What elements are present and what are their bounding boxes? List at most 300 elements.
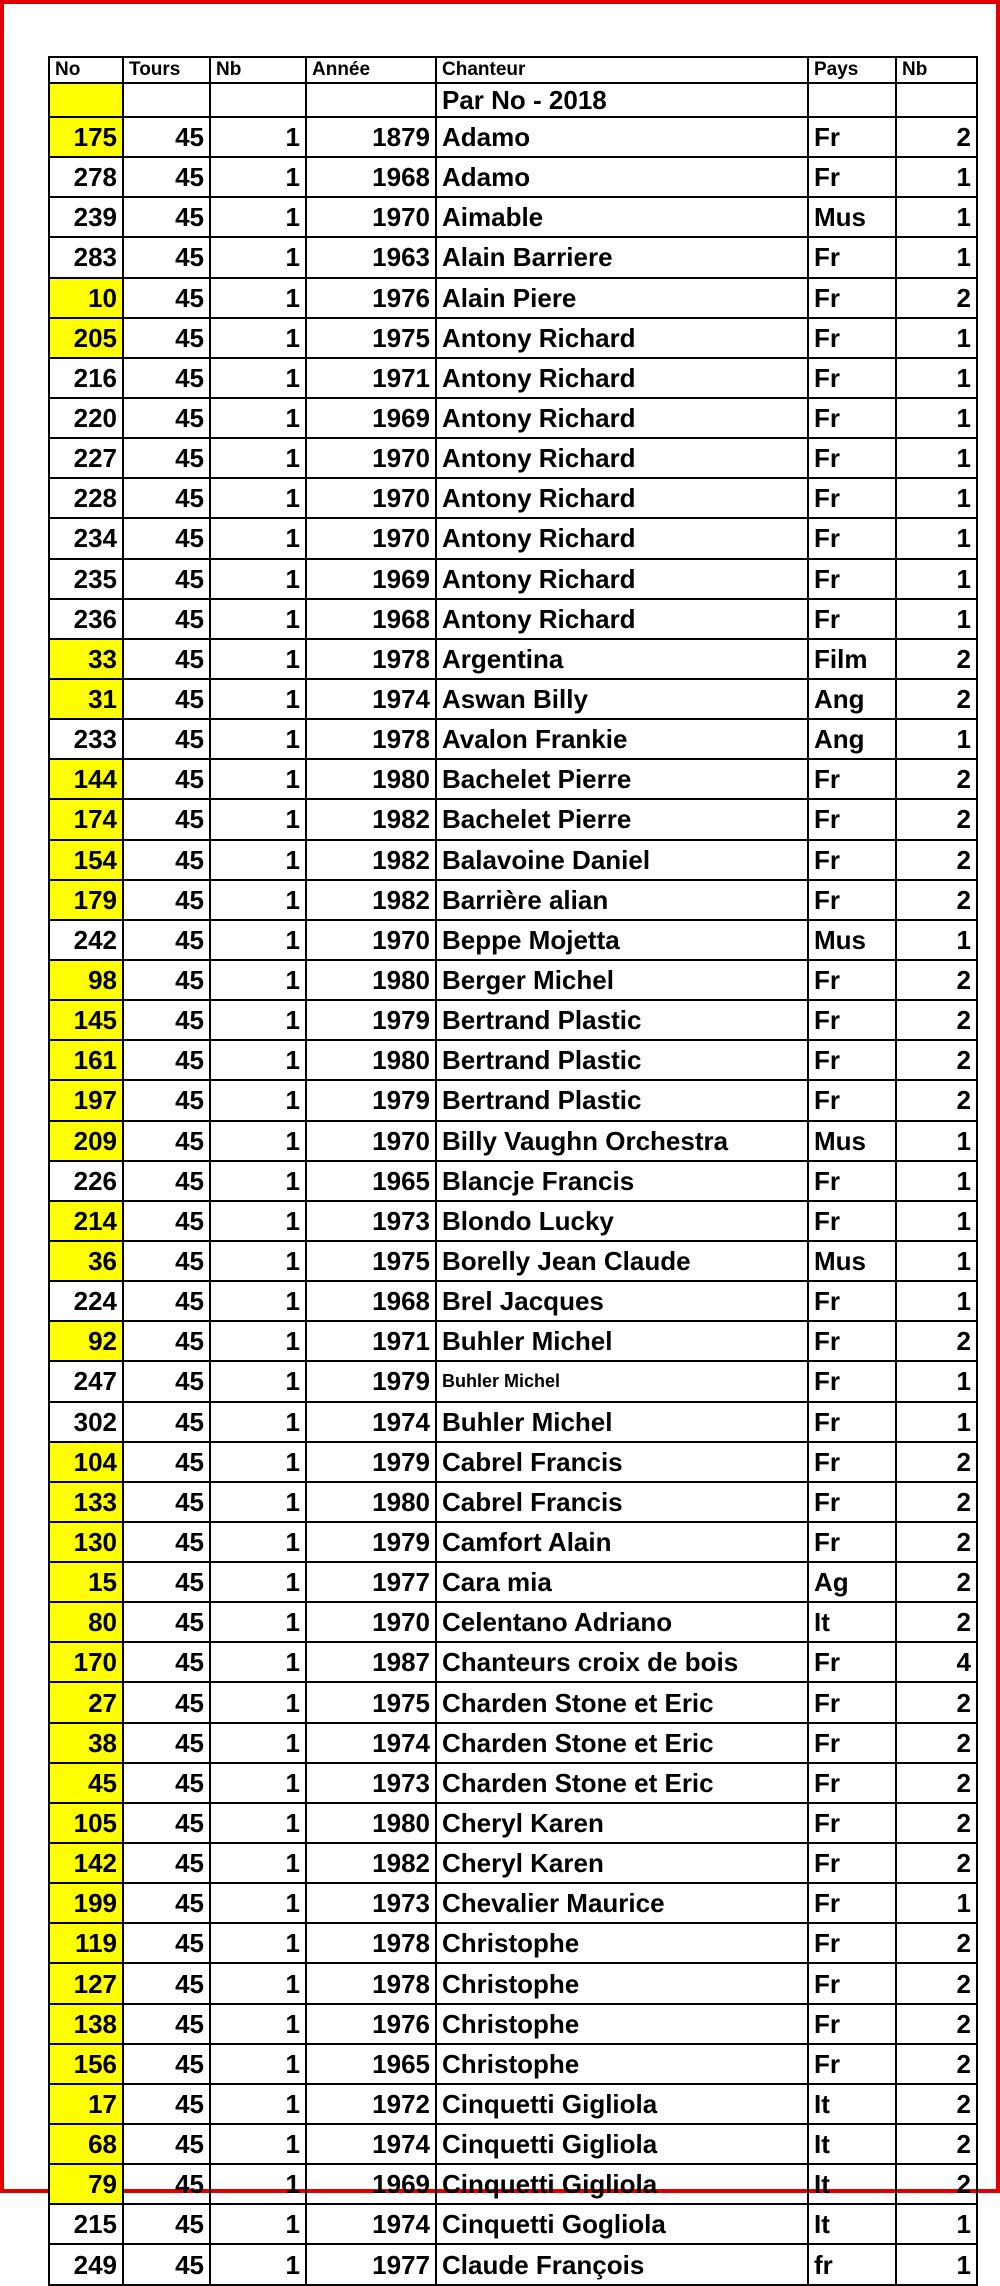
cell-no: 145 (49, 1000, 123, 1040)
cell-nb2: 2 (896, 759, 977, 799)
cell-nb: 1 (210, 1562, 306, 1602)
cell-nb: 1 (210, 1843, 306, 1883)
cell-annee: 1976 (306, 2004, 436, 2044)
cell-nb2: 1 (896, 1121, 977, 1161)
cell-annee: 1977 (306, 2244, 436, 2284)
cell-nb2: 2 (896, 1682, 977, 1722)
cell-no: 209 (49, 1121, 123, 1161)
cell-tours: 45 (123, 1442, 210, 1482)
cell-nb2: 2 (896, 1321, 977, 1361)
cell-nb: 1 (210, 197, 306, 237)
cell-nb2: 2 (896, 2124, 977, 2164)
cell-tours: 45 (123, 2244, 210, 2284)
cell-tours: 45 (123, 2004, 210, 2044)
cell-chanteur: Alain Piere (436, 278, 808, 318)
cell-no: 144 (49, 759, 123, 799)
cell-nb2: 2 (896, 2164, 977, 2204)
cell-nb: 1 (210, 1482, 306, 1522)
cell-pays: Fr (808, 2004, 896, 2044)
cell-annee: 1968 (306, 1281, 436, 1321)
cell-chanteur: Cinquetti Gigliola (436, 2164, 808, 2204)
cell-tours: 45 (123, 278, 210, 318)
table-row (49, 1642, 977, 1682)
table-row (49, 1321, 977, 1361)
cell-pays: Fr (808, 1201, 896, 1241)
cell-tours: 45 (123, 639, 210, 679)
subheader-title: Par No - 2018 (436, 83, 808, 117)
cell-chanteur: Bachelet Pierre (436, 799, 808, 839)
cell-pays: Fr (808, 1080, 896, 1120)
table-row (49, 1763, 977, 1803)
cell-annee: 1980 (306, 1040, 436, 1080)
cell-nb2: 1 (896, 318, 977, 358)
cell-tours: 45 (123, 1402, 210, 1442)
cell-no: 119 (49, 1923, 123, 1963)
cell-pays: Fr (808, 1482, 896, 1522)
cell-no: 226 (49, 1161, 123, 1201)
cell-nb: 1 (210, 2244, 306, 2284)
cell-pays: Fr (808, 1883, 896, 1923)
cell-chanteur: Adamo (436, 117, 808, 157)
cell-tours: 45 (123, 960, 210, 1000)
cell-nb2: 1 (896, 559, 977, 599)
cell-chanteur: Cheryl Karen (436, 1803, 808, 1843)
cell-chanteur: Aswan Billy (436, 679, 808, 719)
cell-tours: 45 (123, 1602, 210, 1642)
cell-annee: 1978 (306, 719, 436, 759)
cell-no: 138 (49, 2004, 123, 2044)
subheader-empty-cell (808, 83, 896, 117)
cell-nb: 1 (210, 559, 306, 599)
table-row (49, 278, 977, 318)
cell-chanteur: Beppe Mojetta (436, 920, 808, 960)
cell-annee: 1974 (306, 1723, 436, 1763)
table-row (49, 639, 977, 679)
table-row (49, 719, 977, 759)
cell-chanteur: Charden Stone et Eric (436, 1723, 808, 1763)
cell-nb: 1 (210, 1723, 306, 1763)
cell-annee: 1974 (306, 679, 436, 719)
table-row (49, 559, 977, 599)
table-row (49, 1482, 977, 1522)
cell-tours: 45 (123, 1763, 210, 1803)
cell-pays: Ang (808, 679, 896, 719)
cell-pays: Fr (808, 880, 896, 920)
cell-chanteur: Cabrel Francis (436, 1442, 808, 1482)
table-row (49, 1442, 977, 1482)
cell-chanteur: Charden Stone et Eric (436, 1763, 808, 1803)
cell-nb: 1 (210, 1121, 306, 1161)
cell-nb2: 2 (896, 1602, 977, 1642)
cell-chanteur: Christophe (436, 1923, 808, 1963)
table-row (49, 1522, 977, 1562)
cell-nb2: 1 (896, 478, 977, 518)
cell-annee: 1963 (306, 237, 436, 277)
cell-nb2: 1 (896, 358, 977, 398)
cell-tours: 45 (123, 1201, 210, 1241)
header-nb2: Nb (896, 57, 977, 83)
cell-pays: Mus (808, 1241, 896, 1281)
cell-annee: 1973 (306, 1201, 436, 1241)
cell-nb: 1 (210, 2004, 306, 2044)
cell-chanteur: Cinquetti Gigliola (436, 2084, 808, 2124)
cell-chanteur: Antony Richard (436, 438, 808, 478)
cell-tours: 45 (123, 1803, 210, 1843)
cell-annee: 1979 (306, 1000, 436, 1040)
cell-nb2: 1 (896, 1281, 977, 1321)
cell-chanteur: Blancje Francis (436, 1161, 808, 1201)
cell-chanteur: Chevalier Maurice (436, 1883, 808, 1923)
cell-annee: 1978 (306, 1923, 436, 1963)
cell-chanteur: Billy Vaughn Orchestra (436, 1121, 808, 1161)
cell-nb2: 1 (896, 237, 977, 277)
cell-annee: 1970 (306, 920, 436, 960)
cell-tours: 45 (123, 1883, 210, 1923)
cell-nb: 1 (210, 1080, 306, 1120)
cell-tours: 45 (123, 117, 210, 157)
cell-chanteur: Antony Richard (436, 478, 808, 518)
table-row (49, 1923, 977, 1963)
cell-no: 220 (49, 398, 123, 438)
cell-nb: 1 (210, 1321, 306, 1361)
table-row (49, 438, 977, 478)
cell-nb2: 2 (896, 1442, 977, 1482)
cell-no: 31 (49, 679, 123, 719)
table-row (49, 1080, 977, 1120)
cell-nb2: 1 (896, 157, 977, 197)
cell-tours: 45 (123, 1562, 210, 1602)
cell-nb2: 1 (896, 1883, 977, 1923)
cell-no: 156 (49, 2044, 123, 2084)
cell-chanteur: Antony Richard (436, 358, 808, 398)
cell-no: 227 (49, 438, 123, 478)
table-row (49, 679, 977, 719)
cell-no: 205 (49, 318, 123, 358)
cell-pays: It (808, 2084, 896, 2124)
header-tours: Tours (123, 57, 210, 83)
cell-annee: 1969 (306, 398, 436, 438)
cell-tours: 45 (123, 1321, 210, 1361)
cell-no: 215 (49, 2204, 123, 2244)
cell-nb: 1 (210, 920, 306, 960)
cell-tours: 45 (123, 2084, 210, 2124)
header-row (49, 57, 977, 83)
cell-tours: 45 (123, 1121, 210, 1161)
cell-nb: 1 (210, 1682, 306, 1722)
cell-pays: Fr (808, 1040, 896, 1080)
table-row (49, 1803, 977, 1843)
cell-nb2: 2 (896, 840, 977, 880)
cell-tours: 45 (123, 2164, 210, 2204)
cell-annee: 1972 (306, 2084, 436, 2124)
cell-chanteur: Cinquetti Gigliola (436, 2124, 808, 2164)
cell-nb: 1 (210, 759, 306, 799)
cell-no: 170 (49, 1642, 123, 1682)
cell-pays: Fr (808, 1281, 896, 1321)
table-row (49, 840, 977, 880)
cell-tours: 45 (123, 1522, 210, 1562)
cell-nb2: 2 (896, 1040, 977, 1080)
table-row (49, 518, 977, 558)
cell-annee: 1970 (306, 197, 436, 237)
cell-annee: 1979 (306, 1080, 436, 1120)
cell-nb2: 1 (896, 518, 977, 558)
cell-no: 45 (49, 1763, 123, 1803)
table-row (49, 478, 977, 518)
table-row (49, 1723, 977, 1763)
cell-nb: 1 (210, 1522, 306, 1562)
cell-no: 249 (49, 2244, 123, 2284)
cell-pays: Fr (808, 1963, 896, 2003)
cell-pays: Fr (808, 518, 896, 558)
cell-tours: 45 (123, 920, 210, 960)
cell-tours: 45 (123, 157, 210, 197)
cell-nb2: 2 (896, 1000, 977, 1040)
cell-no: 236 (49, 599, 123, 639)
cell-nb2: 2 (896, 1923, 977, 1963)
table-row (49, 2164, 977, 2204)
cell-no: 233 (49, 719, 123, 759)
cell-tours: 45 (123, 1161, 210, 1201)
cell-nb: 1 (210, 2044, 306, 2084)
cell-annee: 1973 (306, 1763, 436, 1803)
cell-no: 161 (49, 1040, 123, 1080)
subheader-empty-cell (306, 83, 436, 117)
cell-chanteur: Barrière alian (436, 880, 808, 920)
cell-annee: 1987 (306, 1642, 436, 1682)
cell-nb2: 1 (896, 2204, 977, 2244)
cell-nb: 1 (210, 2204, 306, 2244)
header-chanteur: Chanteur (436, 57, 808, 83)
cell-pays: Fr (808, 1642, 896, 1682)
table-row (49, 398, 977, 438)
cell-chanteur: Cara mia (436, 1562, 808, 1602)
cell-annee: 1969 (306, 2164, 436, 2204)
cell-nb2: 2 (896, 1963, 977, 2003)
cell-nb: 1 (210, 278, 306, 318)
cell-tours: 45 (123, 197, 210, 237)
cell-no: 242 (49, 920, 123, 960)
cell-tours: 45 (123, 599, 210, 639)
cell-nb: 1 (210, 1281, 306, 1321)
header-pays: Pays (808, 57, 896, 83)
cell-annee: 1974 (306, 2124, 436, 2164)
cell-tours: 45 (123, 2124, 210, 2164)
cell-chanteur: Cinquetti Gogliola (436, 2204, 808, 2244)
cell-nb2: 2 (896, 639, 977, 679)
cell-chanteur: Charden Stone et Eric (436, 1682, 808, 1722)
cell-annee: 1976 (306, 278, 436, 318)
cell-nb: 1 (210, 719, 306, 759)
table-row (49, 2044, 977, 2084)
table-row (49, 2204, 977, 2244)
cell-pays: Fr (808, 1803, 896, 1843)
cell-pays: Film (808, 639, 896, 679)
cell-nb2: 1 (896, 438, 977, 478)
cell-chanteur: Borelly Jean Claude (436, 1241, 808, 1281)
cell-tours: 45 (123, 840, 210, 880)
cell-chanteur: Adamo (436, 157, 808, 197)
cell-no: 216 (49, 358, 123, 398)
cell-chanteur: Antony Richard (436, 318, 808, 358)
cell-nb: 1 (210, 1040, 306, 1080)
cell-pays: It (808, 1602, 896, 1642)
cell-pays: Fr (808, 237, 896, 277)
cell-annee: 1879 (306, 117, 436, 157)
cell-chanteur: Antony Richard (436, 518, 808, 558)
header-nb: Nb (210, 57, 306, 83)
cell-annee: 1975 (306, 1682, 436, 1722)
cell-pays: Fr (808, 117, 896, 157)
cell-nb: 1 (210, 1763, 306, 1803)
cell-pays: It (808, 2124, 896, 2164)
cell-nb2: 2 (896, 278, 977, 318)
cell-tours: 45 (123, 478, 210, 518)
cell-tours: 45 (123, 438, 210, 478)
cell-chanteur: Blondo Lucky (436, 1201, 808, 1241)
table-row (49, 1562, 977, 1602)
cell-nb: 1 (210, 599, 306, 639)
cell-no: 199 (49, 1883, 123, 1923)
cell-pays: Fr (808, 358, 896, 398)
cell-chanteur: Aimable (436, 197, 808, 237)
cell-tours: 45 (123, 1080, 210, 1120)
cell-annee: 1980 (306, 759, 436, 799)
cell-annee: 1975 (306, 1241, 436, 1281)
cell-tours: 45 (123, 759, 210, 799)
cell-nb2: 1 (896, 719, 977, 759)
cell-nb2: 1 (896, 920, 977, 960)
cell-pays: Fr (808, 398, 896, 438)
table-row (49, 237, 977, 277)
cell-pays: Fr (808, 799, 896, 839)
cell-nb: 1 (210, 2124, 306, 2164)
cell-nb: 1 (210, 840, 306, 880)
table-row (49, 799, 977, 839)
table-row (49, 1361, 977, 1401)
cell-chanteur: Bertrand Plastic (436, 1080, 808, 1120)
table-row (49, 358, 977, 398)
cell-nb: 1 (210, 1883, 306, 1923)
cell-annee: 1968 (306, 157, 436, 197)
cell-nb2: 1 (896, 398, 977, 438)
cell-no: 154 (49, 840, 123, 880)
cell-chanteur: Christophe (436, 1963, 808, 2003)
cell-nb2: 1 (896, 1241, 977, 1281)
cell-no: 197 (49, 1080, 123, 1120)
cell-annee: 1982 (306, 1843, 436, 1883)
cell-pays: Fr (808, 1321, 896, 1361)
subheader-row (49, 83, 977, 117)
cell-annee: 1965 (306, 2044, 436, 2084)
header-no: No (49, 57, 123, 83)
cell-nb2: 4 (896, 1642, 977, 1682)
table-row (49, 2124, 977, 2164)
table-row (49, 117, 977, 157)
cell-annee: 1971 (306, 358, 436, 398)
cell-no: 175 (49, 117, 123, 157)
table-row (49, 2084, 977, 2124)
cell-pays: It (808, 2164, 896, 2204)
cell-nb2: 2 (896, 117, 977, 157)
cell-annee: 1973 (306, 1883, 436, 1923)
cell-nb: 1 (210, 960, 306, 1000)
cell-nb: 1 (210, 679, 306, 719)
cell-nb2: 2 (896, 679, 977, 719)
cell-nb: 1 (210, 237, 306, 277)
cell-nb: 1 (210, 1241, 306, 1281)
cell-pays: Fr (808, 840, 896, 880)
cell-nb2: 2 (896, 2044, 977, 2084)
cell-pays: Fr (808, 478, 896, 518)
cell-nb2: 1 (896, 1361, 977, 1401)
cell-annee: 1970 (306, 1121, 436, 1161)
cell-pays: Mus (808, 197, 896, 237)
cell-no: 98 (49, 960, 123, 1000)
cell-annee: 1980 (306, 1803, 436, 1843)
cell-tours: 45 (123, 1642, 210, 1682)
cell-annee: 1965 (306, 1161, 436, 1201)
cell-chanteur: Celentano Adriano (436, 1602, 808, 1642)
cell-annee: 1968 (306, 599, 436, 639)
table-row (49, 1161, 977, 1201)
cell-tours: 45 (123, 358, 210, 398)
cell-no: 127 (49, 1963, 123, 2003)
cell-no: 247 (49, 1361, 123, 1401)
cell-chanteur: Antony Richard (436, 398, 808, 438)
cell-pays: Fr (808, 1522, 896, 1562)
cell-annee: 1970 (306, 518, 436, 558)
cell-chanteur: Camfort Alain (436, 1522, 808, 1562)
singles-table (48, 56, 978, 2286)
cell-pays: Ag (808, 1562, 896, 1602)
cell-annee: 1975 (306, 318, 436, 358)
cell-nb: 1 (210, 1602, 306, 1642)
cell-no: 142 (49, 1843, 123, 1883)
cell-nb2: 2 (896, 1803, 977, 1843)
cell-nb: 1 (210, 2164, 306, 2204)
cell-nb: 1 (210, 1963, 306, 2003)
cell-nb2: 1 (896, 1161, 977, 1201)
cell-tours: 45 (123, 1482, 210, 1522)
table-row (49, 1281, 977, 1321)
cell-nb: 1 (210, 1361, 306, 1401)
cell-no: 133 (49, 1482, 123, 1522)
cell-pays: Fr (808, 1843, 896, 1883)
cell-chanteur: Avalon Frankie (436, 719, 808, 759)
cell-no: 234 (49, 518, 123, 558)
table-row (49, 1883, 977, 1923)
cell-nb2: 2 (896, 1522, 977, 1562)
cell-pays: Fr (808, 1923, 896, 1963)
cell-nb2: 2 (896, 880, 977, 920)
cell-chanteur: Bertrand Plastic (436, 1000, 808, 1040)
cell-pays: Mus (808, 1121, 896, 1161)
cell-chanteur: Christophe (436, 2044, 808, 2084)
cell-annee: 1969 (306, 559, 436, 599)
cell-nb: 1 (210, 1000, 306, 1040)
cell-chanteur: Christophe (436, 2004, 808, 2044)
cell-no: 302 (49, 1402, 123, 1442)
cell-nb2: 1 (896, 197, 977, 237)
table-row (49, 599, 977, 639)
cell-annee: 1980 (306, 960, 436, 1000)
cell-nb: 1 (210, 1803, 306, 1843)
cell-nb: 1 (210, 639, 306, 679)
cell-nb: 1 (210, 358, 306, 398)
cell-no: 235 (49, 559, 123, 599)
cell-pays: Fr (808, 759, 896, 799)
